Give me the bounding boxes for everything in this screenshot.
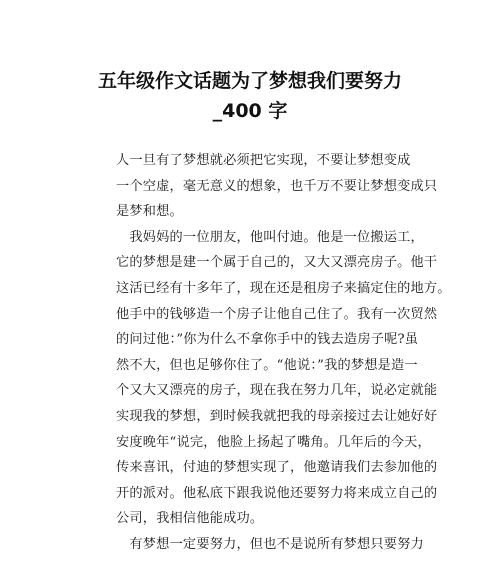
text-line: 开的派对。他私底下跟我说他还要努力将来成立自己的 xyxy=(116,485,438,501)
text-line: 实现我的梦想，到时候我就把我的母亲接过去让她好好 xyxy=(116,408,438,424)
text-line: 个又大又漂亮的房子，现在我在努力几年，说必定就能 xyxy=(116,383,438,399)
text-line: 他手中的钱够造一个房子让他自己住了。我有一次贸然 xyxy=(116,306,438,322)
text-line: 然不大，但也足够你住了。“他说：”我的梦想是造一 xyxy=(116,357,418,373)
text-line: 是梦和想。 xyxy=(116,204,183,220)
text-line: 我妈妈的一位朋友，他叫付迪。他是一位搬运工， xyxy=(116,229,424,245)
text-line: 安度晚年“说完，他脸上扬起了嘴角。几年后的今天， xyxy=(116,434,431,450)
text-line: 的问过他：”你为什么不拿你手中的钱去造房子呢?虽 xyxy=(116,332,419,348)
text-line: 它的梦想是建一个属于自己的，又大又漂亮房子。他干 xyxy=(116,255,438,271)
text-line: 一个空虚，毫无意义的想象，也千万不要让梦想变成只 xyxy=(116,178,438,194)
text-line: 有梦想一定要努力，但也不是说所有梦想只要努力 xyxy=(116,536,424,552)
document-title-continued: _400 字 xyxy=(212,100,288,122)
text-line: 公司，我相信他能成功。 xyxy=(116,511,264,527)
text-line: 传来喜讯，付迪的梦想实现了，他邀请我们去参加他的 xyxy=(116,460,438,476)
essay-body xyxy=(116,148,451,558)
text-line: 这活已经有十多年了，现在还是租房子来搞定住的地方。 xyxy=(116,280,451,296)
text-line: 人一旦有了梦想就必须把它实现，不要让梦想变成 xyxy=(116,153,411,168)
document-title: 五年级作文话题为了梦想我们要努力 xyxy=(97,70,402,92)
